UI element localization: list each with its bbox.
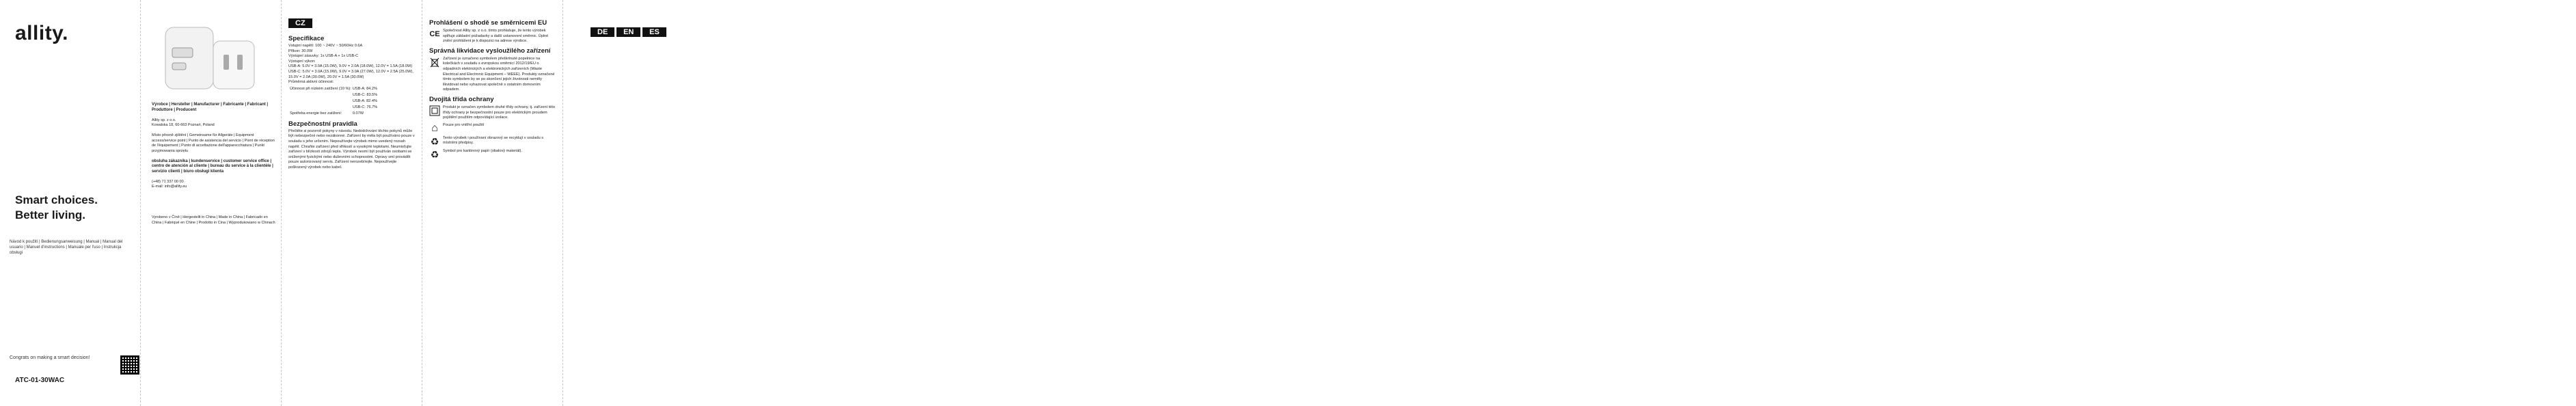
- weee-bin-icon: [429, 57, 440, 68]
- tagline-line-2: Better living.: [15, 208, 85, 221]
- recycle-text: Tento výrobek i používaní obrazový se recyklují v souladu s místními předpisy.: [443, 135, 544, 146]
- house-icon: ⌂: [431, 122, 438, 134]
- eff-label: Spotřeba energie bez zatížení:: [290, 111, 342, 116]
- spec-line: Průměrná aktivní účinnost:: [288, 80, 334, 85]
- pap-row: [429, 149, 556, 160]
- manufacturer-label: Výrobce | Hersteller | Manufacturer | Fabricante | Fabricant | Produttore | Producent: [152, 103, 269, 112]
- model-number: ATC-01-30WAC: [15, 377, 65, 384]
- ce-mark-icon: CE: [429, 30, 440, 38]
- declaration-row: [429, 29, 556, 44]
- waste-title: Správná likvidace vysloužilého zařízení: [429, 46, 551, 55]
- double-insulation-row: [429, 105, 556, 121]
- manual-titles: Návod k použití | Bedienungsanweisung | Manual | Manual del usuario | Manuel d'instructions | Manuale per l'uso | Instrukcja obsługi: [10, 240, 123, 255]
- declaration-title: Prohlášení o shodě se směrnicemi EU: [429, 19, 547, 27]
- support-label: obsluha zákazníka | kundenservice | customer service office | centro de atención al cliente | bureau du service à la clientèle | servizio clienti | biuro obsługi klienta: [152, 159, 273, 174]
- other-language-badges: [591, 27, 666, 41]
- eff-value: 0.07W: [352, 111, 364, 116]
- pap-text: Symbol pro kartónový papír (obalový materiál).: [443, 148, 522, 153]
- declaration-text: Společnost Allity sp. z o.o. tímto prohlašuje, že tento výrobek splňuje základní požadavky a další ustanovení směrnic. Úplné znění prohlášení je k dispozici na adrese výrobce.: [443, 29, 549, 44]
- brand-logo: allity.: [15, 22, 68, 44]
- lang-badge: EN: [616, 27, 640, 37]
- spec-line: Příkon: 30.0W: [288, 49, 313, 53]
- lang-badge: DE: [591, 27, 614, 37]
- recycle-icon: ♻: [430, 135, 439, 147]
- spec-line: Vstupní napětí: 100 ~ 240V ~ 50/60Hz 0.6A: [288, 44, 363, 48]
- table-row: [290, 111, 377, 116]
- eff-value: USB-A: 84.2%: [352, 86, 377, 91]
- waste-text: Zařízení je označeno symbolem přeškrtnuté popelnice na kolečkách v souladu s evropskou směrnicí 2012/19/EU o odpadních elektrických a elektronických zařízeních (Waste Electrical and Electronic Equipment – WEEE). Produkty označené tímto symbolem by se po skončení jejich životnosti neměly likvidovat nebo vyhazovat společně s ostatním domovním odpadem.: [443, 56, 555, 92]
- double-insulation-title: Dvojitá třída ochrany: [429, 95, 494, 103]
- eff-label: [290, 93, 351, 98]
- indoor-text: Pouze pro vnitřní použití: [443, 122, 485, 127]
- spec-line: USB-C: 5.0V = 3.0A (15.0W), 9.0V = 3.0A (27.0W), 12.0V = 2.5A (25.0W), 15.0V = 2.0A (30.0W), 20.0V = 1.5A (30.0W): [288, 69, 413, 79]
- safety-title: Bezpečnostní pravidla: [288, 120, 357, 128]
- origin-note: Vyrobeno v Číně | Hergestellt in China | Made in China | Fabricado en China | Fabriqué en Chine | Prodotto in Cina | Wyprodukowano w Chinach: [152, 215, 275, 225]
- eff-value: USB-C: 83.5%: [352, 92, 378, 97]
- address-line-1: Allity sp. z o.o.: [152, 118, 176, 122]
- service-note: Místo přesně zjištění | Gemeinsame für Allgeräte | Equipment access/service point | Punto de asistencia del servicio | Point de réception de l'équipement | Punto di accettazione dell'apparecchiatura | Punkt przyjmowania sprzętu: [152, 133, 275, 153]
- pap-recycle-icon: ♻: [430, 148, 439, 160]
- spec-list: [288, 44, 415, 85]
- spec-line: Výstupní zásuvky: 1x USB-A + 1x USB-C: [288, 54, 359, 59]
- indoor-row: [429, 123, 556, 134]
- spec-line: USB-A: 5.0V = 3.0A (15.0W), 9.0V = 2.0A (18.0W), 12.0V = 1.5A (18.0W): [288, 64, 413, 69]
- tagline: [15, 193, 98, 223]
- spec-line: Výstupní výkon:: [288, 59, 316, 64]
- eff-label: Účinnost při nízkém zatížení (10 %):: [290, 86, 351, 91]
- double-insulation-text: Produkt je označen symbolem druhé třídy ochrany, tj. zařízení této třídy ochrany je bezpečnostní pouze pro elektrickým proudem pojištění použitím odpovídající izolace.: [443, 105, 556, 120]
- lang-badge: ES: [642, 27, 666, 37]
- phone-number: (+48) 71 337 00 00: [152, 179, 184, 184]
- table-row: [290, 93, 377, 98]
- table-row: [290, 105, 377, 110]
- table-row: [290, 99, 377, 104]
- tagline-line-1: Smart choices.: [15, 193, 98, 206]
- qr-code-icon: [120, 355, 139, 375]
- eff-label: [290, 99, 351, 104]
- eff-value: USB-C: 76.7%: [352, 105, 378, 109]
- table-row: [290, 87, 377, 92]
- safety-text: Přečtěte si pozorně pokyny v návodu. Nedodržování těchto pokynů může být nebezpečné nebo nezákonné. Zařízení by měla být používáno pouze v souladu s jeho určením. Nepoužívejte výrobek mimo uvedený rozsah napětí. Chraňte zařízení před vlhkostí a vysokými teplotami. Neumisťujte zařízení v blízkosti zdrojů tepla. Výrobek nesmí být používán osobami se sníženými fyzickými nebo duševními schopnostmi. Opravy smí provádět pouze autorizovaný servis. Zařízení nerozebírejte. Nepoužívejte poškozený výrobek nebo kabel.: [288, 128, 415, 170]
- product-panel: [141, 0, 282, 406]
- waste-row: [429, 57, 556, 93]
- efficiency-table: [288, 85, 379, 118]
- spec-title: Specifikace: [288, 35, 325, 42]
- recycle-row: [429, 136, 556, 147]
- email-address: E-mail: info@allity.eu: [152, 185, 187, 189]
- cz-panel-1: [282, 0, 422, 406]
- congrats-text: Congrats on making a smart decision!: [10, 355, 90, 360]
- cz-panel-2: [422, 0, 563, 406]
- eff-value: USB-A: 82.4%: [352, 98, 377, 103]
- other-language-panels: [563, 0, 2576, 406]
- charger-illustration-icon: [152, 14, 268, 103]
- manufacturer-info: [152, 103, 277, 226]
- address-line-2: Kowalska 18, 60-663 Poznań, Poland: [152, 123, 215, 127]
- cover-panel: [0, 0, 141, 406]
- class-ii-icon: [429, 105, 440, 116]
- lang-badge-cz: CZ: [288, 18, 312, 28]
- eff-label: [290, 105, 351, 110]
